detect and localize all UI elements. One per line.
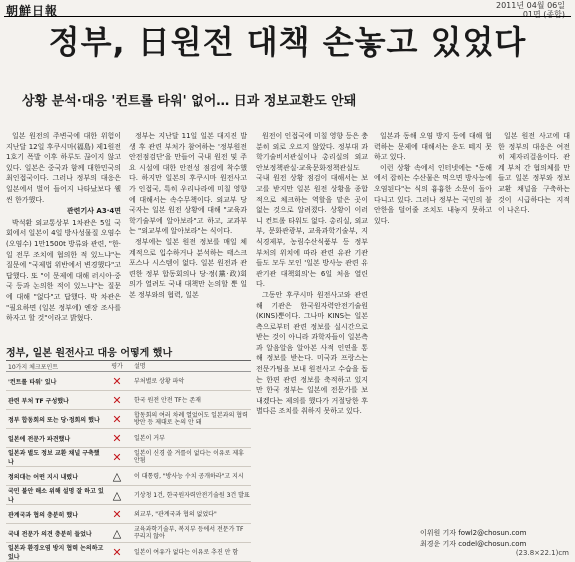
checklist-box-title: 정부, 일본 원전사고 대응 어떻게 했나 <box>6 348 173 359</box>
article-paragraph: 정부에는 일본 원전 정보를 매일 체계적으로 입수하거나 분석하는 태스크포스나 시스템이 없다. 일본 원전과 관련한 정부 합동회의나 당·정(黨·政)회의가 열려도 국내 대책만 논의할 뿐 일본 정부와의 협력, 일본 <box>129 237 247 299</box>
checkpoint-question: 일본에 전문가 파견했나 <box>8 435 71 443</box>
table-row <box>6 391 251 410</box>
article-paragraph: 그동안 후쿠시마 원전사고와 관련해 기관은 한국원자력안전기술원(KINS)뿐이다. 그나마 KINS는 일본측으로부터 관련 정보를 실시간으로 받는 것이 아니라 과학자들이 일본측과 알음알음 알아본 사적 인연을 통해 정보를 받는다. 미국과 프랑스는 전문가팀을 보내 원전사고 수습을 돕는 한편 관련 정보를 축적하고 있지만 한국 정부는 일본에 전문가를 보내겠다는 제의를 했다가 거절당한 후 별다른 조치를 취하지 못하고 있다. <box>256 290 368 416</box>
article-paragraph: 박석환 외교통상부 1차관은 5일 국회에서 일본이 4일 방사성물질 오염수 (오염수) 1만1500t 방류와 관련, "한·일 전무 조치에 협의한 적 있느냐"는 질문에 "국제법 위반에서 변경했다"고 답했다. 또 "이 문제에 대해 러시아·중국 등과 논의한 적이 있느냐"는 질문에 대해 "없다"고 답했다. 박 차관은 "필요하면 (일본 정부에) 엔장 조사를 하자고 할 것"이라고 밝혔다. <box>6 218 121 323</box>
table-row <box>6 429 251 448</box>
checkpoint-question: '컨트롤 타워' 있나 <box>8 378 57 386</box>
checkpoint-description: 교육과학기술부, 복지부 등에서 전문가 TF 꾸리지 않아 <box>134 526 244 540</box>
article-column-3 <box>256 131 368 551</box>
triangle-mark-icon: △ <box>112 469 122 483</box>
checkpoint-question: 국민 불안 해소 위해 설명 잘 하고 있나 <box>8 488 104 504</box>
checkpoint-description: 기상청 1건, 한국원자력안전기술원 3건 발표 <box>134 491 250 499</box>
article-column-4 <box>374 131 492 551</box>
table-row <box>6 486 251 505</box>
checkpoint-question: 관계국과 협의 충분히 했나 <box>8 511 79 519</box>
header-rating: 평가 <box>111 362 123 370</box>
article-paragraph: 일본 원전의 주변국에 대한 위험이 지난달 12일 후쿠시마(福島) 제1원전 1호기 폭발 이후 하루도 끊이지 않고 있다. 일본은 중국과 함께 대한민국의 최인접국이다. 그러나 정부의 대응은 일본에서 벌어 들어지 나타났보다 웰씬 한가했다. <box>6 132 121 204</box>
page-number: 01면 (종합) <box>522 10 565 19</box>
checkpoint-description: 이 대통령, "방사능 수치 공개하라"고 지시 <box>134 472 244 480</box>
checkpoint-description: 합동회의 여러 차례 열었어도 일본과의 협력 방안 등 제대로 논의 안 돼 <box>134 412 248 426</box>
byline-reporter-1: 이위원 기자 fowl2@chosun.com <box>420 529 527 537</box>
subheadline: 상황 분석·대응 '컨트롤 타워' 없어… 日과 정보교환도 안돼 <box>22 94 357 109</box>
checkpoint-description: 일본이 여유가 없다는 이유로 추진 안 함 <box>134 548 239 556</box>
checkpoint-question: 정부 합동회의 또는 당·정회의 했나 <box>8 416 100 424</box>
checkpoint-question: 정의대는 어떤 지시 내렸나 <box>8 473 79 481</box>
checkpoint-description: 한국 원전 안전 TF는 존재 <box>134 396 201 404</box>
x-mark-icon: ✕ <box>112 393 122 407</box>
article-paragraph: 원전이 인접국에 미칠 영향 등은 충분히 외로 오르지 않았다. 정부대 과학기술비서관실이나 총리실의 외교안보정책관실·교육문화정책관실도 국내 원전 상황 점검이 대해서는 보고를 받지만 일본 원전 상황을 종합적으로 체크하는 역할을 맡은 곳이 없는 것으로 알려졌다. 상황이 이러니 컨트롤 타워도 없다. 총리실, 외교부, 문화관광부, 교육과학기술부, 지식경제부, 농림수산식품부 등 정부 부처의 위치에 따라 관련 유관 기관들도 모두 모인 '일본 방사능 관련 유관기관 대책회의'는 6일 처음 열린다. <box>256 132 368 289</box>
x-mark-icon: ✕ <box>112 507 122 521</box>
triangle-mark-icon: △ <box>112 488 122 502</box>
checkpoint-description: 일본이 신경 쓸 겨를이 없다는 이유로 제휴 안됨 <box>134 450 244 464</box>
byline-reporter-2: 최경운 기자 codel@chosun.com <box>420 540 527 548</box>
article-column-1 <box>6 131 121 346</box>
checkpoint-question: 관련 부처 TF 구성했나 <box>8 397 69 405</box>
table-row <box>6 543 251 562</box>
article-paragraph: 정부는 지난달 11일 일본 대지진 발생 후 관련 부처가 참여하는 '정부원전안전점검단'을 만들어 국내 원전 및 주요 시설에 대한 안전성 점검에 착수했다. 하지만 일본의 후쿠시마 원전사고가 인접국, 특히 우리나라에 미칠 영향에 대해서는 속수무책이다. 외교부 당국자는 일본 원전 상황에 대해 "교육과학기술부에 알아보라"고 하고, 교과부는 "외교부에 알아보라"는 식이다. <box>129 132 247 236</box>
article-column-2 <box>129 131 247 346</box>
x-mark-icon: ✕ <box>112 374 122 388</box>
newspaper-masthead: 朝鮮日報 <box>6 4 59 18</box>
header-description: 설명 <box>134 362 146 370</box>
table-row <box>6 467 251 486</box>
x-mark-icon: ✕ <box>112 431 122 445</box>
table-row <box>6 410 251 429</box>
table-row <box>6 448 251 467</box>
table-row <box>6 372 251 391</box>
checklist-table <box>6 360 251 562</box>
table-row <box>6 524 251 543</box>
article-paragraph: 이런 상황 속에서 인터넷에는 "동해에서 잡히는 수산물은 먹으면 방사능에 오염된다"는 식의 흉흉한 소문이 돌아다니고 있다. 그러나 정부는 국민의 불안한을 덜어줄 조치도 내놓지 못하고 있다. <box>374 163 492 225</box>
x-mark-icon: ✕ <box>112 545 122 559</box>
related-article-ref: 관련기사 A3·4면 <box>66 207 121 216</box>
main-headline: 정부, 日원전 대책 손놓고 있었다 <box>48 23 527 61</box>
checkpoint-description: 외교부, "관계국과 협의 없었다" <box>134 510 217 518</box>
triangle-mark-icon: △ <box>112 526 122 540</box>
checkpoint-description: 일본이 거부 <box>134 434 165 442</box>
x-mark-icon: ✕ <box>112 412 122 426</box>
page-size-note: (23.8×22.1)cm <box>515 549 569 557</box>
top-rule <box>4 16 571 17</box>
article-paragraph: 일본과 동해 오염 방지 등에 대해 협력하는 문제에 대해서는 운도 떼지 못하고 있다. <box>374 132 492 162</box>
checkpoint-description: 부처별로 상황 파악 <box>134 377 185 385</box>
article-paragraph: 일본 원전 사고에 대한 정부의 대응은 여전히 제자리걸음이다. 관계 부처 간 협의체를 만들고 일본 정부와 정보 교환 채널을 구축하는 것이 시급하다는 지적이 나온다. <box>498 132 570 215</box>
header-checkpoint: 10가지 체크포인트 <box>8 363 59 371</box>
table-row <box>6 505 251 524</box>
checkpoint-question: 일본과 별도 정보 교환 채널 구축했나 <box>8 450 100 466</box>
checkpoint-question: 국내 전문가 의견 충분히 들었나 <box>8 530 92 538</box>
article-column-5 <box>498 131 570 551</box>
checklist-header-row <box>6 360 251 372</box>
x-mark-icon: ✕ <box>112 450 122 464</box>
checkpoint-question: 일본과 환경오염 방지 협력 논의하고 있나 <box>8 545 104 561</box>
issue-date: 2011년 04월 06일 <box>496 1 565 10</box>
